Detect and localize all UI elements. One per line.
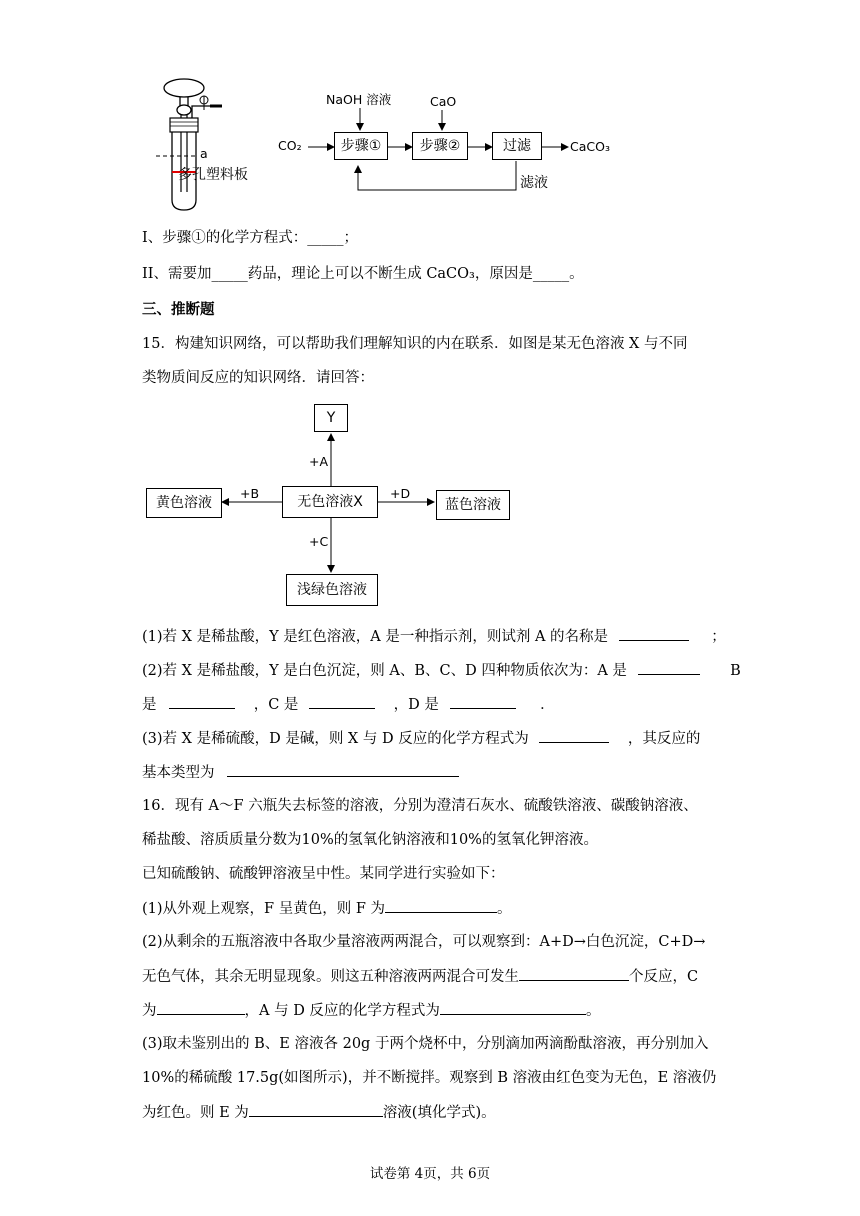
q15-p2-text: (2)若 X 是稀盐酸，Y 是白色沉淀，则 A、B、C、D 四种物质依次为：A 是 bbox=[142, 663, 627, 679]
q16-l4-text: (1)从外观上观察，F 呈黄色，则 F 为 bbox=[142, 901, 385, 917]
q16-l3: 已知硫酸钠、硫酸钾溶液呈中性。某同学进行实验如下： bbox=[142, 866, 505, 882]
node-light-green: 浅绿色溶液 bbox=[286, 574, 378, 606]
answer-blank[interactable] bbox=[227, 762, 459, 777]
page-footer: 试卷第 4页，共 6页 bbox=[369, 1166, 491, 1182]
answer-blank[interactable] bbox=[450, 694, 516, 709]
node-y: Y bbox=[314, 404, 348, 432]
node-blue: 蓝色溶液 bbox=[436, 490, 510, 520]
answer-blank[interactable] bbox=[638, 660, 700, 675]
q15-p1-end: ； bbox=[711, 629, 726, 645]
caco3-label: CaCO₃ bbox=[570, 139, 610, 154]
q16-l8: (3)取未鉴别出的 B、E 溶液各 20g 于两个烧杯中，分别滴加两滴酚酞溶液，再分别加入 bbox=[142, 1036, 709, 1052]
answer-blank[interactable] bbox=[519, 966, 629, 981]
label-plus-a: +A bbox=[309, 454, 329, 469]
section-3-heading: 三、推断题 bbox=[142, 302, 215, 318]
q16-l6 bbox=[142, 966, 698, 987]
q16-l4 bbox=[142, 898, 512, 919]
step2-box: 步骤② bbox=[412, 132, 468, 160]
q14-i: I、步骤①的化学方程式：_____； bbox=[142, 230, 358, 246]
answer-blank[interactable] bbox=[169, 694, 235, 709]
label-plus-b: +B bbox=[240, 486, 260, 501]
q16-l7-b: ，A 与 D 反应的化学方程式为 bbox=[244, 1003, 440, 1019]
q15-p2-b: B bbox=[730, 663, 741, 679]
q16-l6-text: 无色气体，其余无明显现象。则这五种溶液两两混合可发生 bbox=[142, 969, 519, 985]
answer-blank[interactable] bbox=[249, 1102, 383, 1117]
q16-l7 bbox=[142, 1000, 600, 1021]
q15-intro-1: 15．构建知识网络，可以帮助我们理解知识的内在联系．如图是某无色溶液 X 与不同 bbox=[142, 336, 688, 352]
q15-p2-cont bbox=[142, 694, 555, 715]
q15-p3-cont bbox=[142, 762, 459, 783]
label-plus-d: +D bbox=[390, 486, 411, 501]
q15-p2-d: ，C 是 bbox=[253, 697, 299, 713]
q15-p3 bbox=[142, 728, 700, 749]
q16-l1: 16．现有 A～F 六瓶失去标签的溶液，分别为澄清石灰水、硫酸铁溶液、碳酸钠溶液、 bbox=[142, 798, 698, 814]
q15-intro-2: 类物质间反应的知识网络．请回答： bbox=[142, 370, 374, 386]
node-yellow: 黄色溶液 bbox=[146, 488, 222, 518]
q16-l10 bbox=[142, 1102, 496, 1123]
q15-p2-c: 是 bbox=[142, 697, 157, 713]
answer-blank[interactable] bbox=[539, 728, 609, 743]
q15-p1-text: (1)若 X 是稀盐酸，Y 是红色溶液，A 是一种指示剂，则试剂 A 的名称是 bbox=[142, 629, 609, 645]
q16-l2: 稀盐酸、溶质质量分数为10%的氢氧化钠溶液和10%的氢氧化钾溶液。 bbox=[142, 832, 598, 848]
answer-blank[interactable] bbox=[440, 1000, 586, 1015]
q16-l10-b: 溶液(填化学式)。 bbox=[382, 1105, 496, 1121]
q15-p2 bbox=[142, 660, 741, 681]
q15-p2-f: ． bbox=[540, 697, 555, 713]
q15-p3-c: 基本类型为 bbox=[142, 765, 215, 781]
answer-blank[interactable] bbox=[157, 1000, 245, 1015]
node-center-x: 无色溶液X bbox=[282, 486, 378, 518]
q16-l9: 10%的稀硫酸 17.5g(如图所示)，并不断搅拌。观察到 B 溶液由红色变为无色，E 溶液仍 bbox=[142, 1070, 717, 1086]
q15-p1 bbox=[142, 626, 726, 647]
cao-label: CaO bbox=[430, 94, 457, 109]
q16-l7-a: 为 bbox=[142, 1003, 157, 1019]
q15-p2-e: ，D 是 bbox=[393, 697, 439, 713]
q16-l7-c: 。 bbox=[585, 1003, 601, 1019]
filter-box: 过滤 bbox=[492, 132, 542, 160]
apparatus-figure bbox=[140, 72, 280, 212]
answer-blank[interactable] bbox=[385, 898, 497, 913]
q14-ii: II、需要加_____药品，理论上可以不断生成 CaCO₃，原因是_____。 bbox=[142, 266, 584, 282]
label-a: a bbox=[200, 146, 208, 161]
naoh-label: NaOH 溶液 bbox=[326, 92, 392, 107]
step1-box: 步骤① bbox=[334, 132, 388, 160]
q15-p3-b: ，其反应的 bbox=[627, 731, 701, 747]
q15-p3-text: (3)若 X 是稀硫酸，D 是碱，则 X 与 D 反应的化学方程式为 bbox=[142, 731, 529, 747]
test-tube-drawing bbox=[140, 72, 280, 212]
q16-l6-end: 个反应，C bbox=[629, 969, 699, 985]
answer-blank[interactable] bbox=[619, 626, 689, 641]
q16-l4-end: 。 bbox=[497, 901, 512, 917]
label-porous-plate: 多孔塑料板 bbox=[178, 167, 248, 183]
filtrate-label: 滤液 bbox=[520, 175, 548, 191]
q16-l10-a: 为红色。则 E 为 bbox=[142, 1105, 249, 1121]
co2-label: CO₂ bbox=[278, 138, 302, 153]
q16-l5: (2)从剩余的五瓶溶液中各取少量溶液两两混合，可以观察到：A+D→白色沉淀，C+D→ bbox=[142, 934, 706, 950]
label-plus-c: +C bbox=[309, 534, 329, 549]
answer-blank[interactable] bbox=[309, 694, 375, 709]
